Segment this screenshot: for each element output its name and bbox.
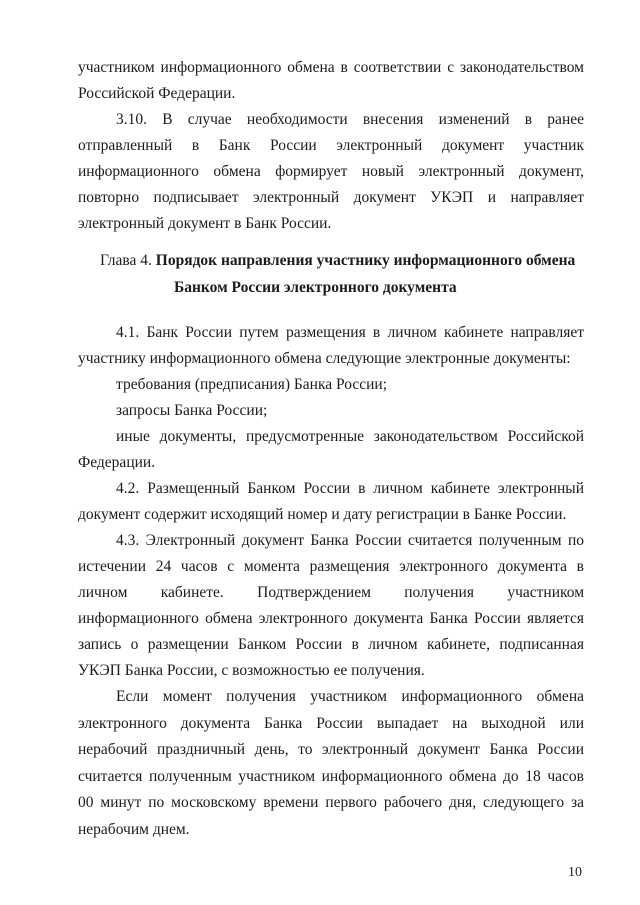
paragraph-4-3: 4.3. Электронный документ Банка России считается полученным по истечении 24 часов с момента размещения электронного документа в личном кабинете. Подтверждением получения участником информационного обмена электронного документа Банка России является запись о размещении Банком России в личном кабинете, подписанная УКЭП Банка России, с возможностью ее получения. [78, 532, 584, 679]
list-item: требования (предписания) Банка России; [116, 376, 388, 393]
body-top [78, 55, 584, 237]
body-main [78, 320, 584, 843]
chapter-title-line1: Порядок направления участнику информационного обмена [155, 252, 576, 269]
list-item: запросы Банка России; [116, 402, 268, 419]
paragraph-3-10: 3.10. В случае необходимости внесения изменений в ранее отправленный в Банк России электронный документ участник информационного обмена формирует новый электронный документ, повторно подписывает электронный документ УКЭП и направляет электронный документ в Банк России. [78, 111, 584, 232]
paragraph-continuation: участником информационного обмена в соответствии с законодательством Российской Федерации. [78, 59, 584, 102]
list-item: иные документы, предусмотренные законодательством Российской Федерации. [78, 428, 584, 471]
paragraph-4-1: 4.1. Банк России путем размещения в личном кабинете направляет участнику информационного обмена следующие электронные документы: [78, 324, 584, 367]
page-number: 10 [568, 865, 582, 880]
chapter-heading [100, 247, 600, 301]
paragraph-4-2: 4.2. Размещенный Банком России в личном кабинете электронный документ содержит исходящий номер и дату регистрации в Банке России. [78, 480, 584, 523]
chapter-prefix: Глава 4. [100, 252, 152, 269]
paragraph-if-moment: Если момент получения участником информационного обмена электронного документа Банка России выпадает на выходной или нерабочий праздничный день, то электронный документ Банка России считается полученным участником информационного обмена до 18 часов 00 минут по московскому времени первого рабочего дня, следующего за нерабочим днем. [78, 688, 584, 838]
chapter-title-line2: Банком России электронного документа [174, 279, 457, 296]
